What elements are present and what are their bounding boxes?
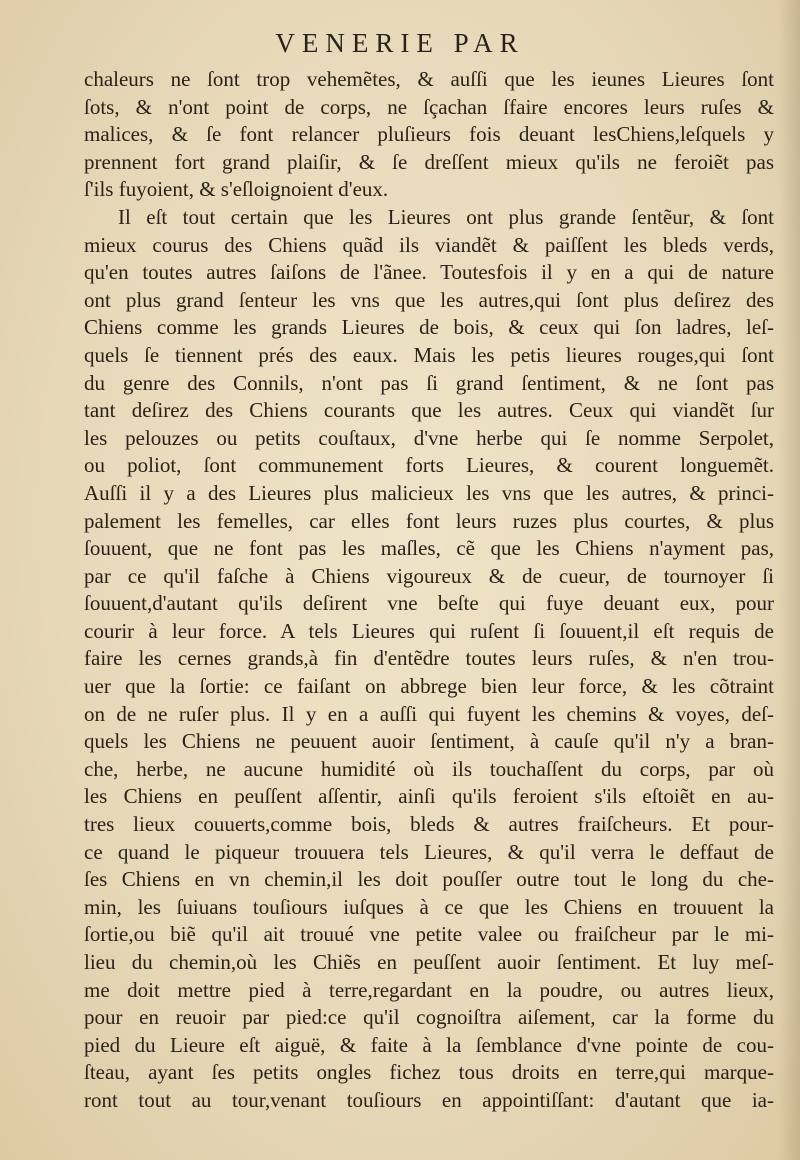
text-line: Chiens comme les grands Lieures de bois, & ceux qui ſon ladres, leſ- (84, 315, 774, 340)
text-line: prennent fort grand plaiſir, & ſe dreſſent mieux qu'ils ne feroiẽt pas (84, 149, 774, 174)
text-line: ſots, & n'ont point de corps, ne ſçachan ſfaire encores leurs ruſes & (84, 94, 774, 119)
text-line: uer que la ſortie: ce faiſant on abbrege bien leur force, & les cõtraint (84, 674, 774, 699)
text-line: ſes Chiens en vn chemin,il les doit pouſſer outre tout le long du che- (84, 867, 774, 892)
text-line: quels les Chiens ne peuuent auoir ſentiment, à cauſe qu'il n'y a bran- (84, 729, 774, 754)
text-line: ſouuent, que ne font pas les maſles, cẽ que les Chiens n'ayment pas, (84, 536, 774, 561)
text-line: tres lieux couuerts,comme bois, bleds & autres fraiſcheurs. Et pour- (84, 812, 774, 837)
text-line: me doit mettre pied à terre,regardant en la poudre, ou autres lieux, (84, 977, 774, 1002)
text-line: ſortie,ou biẽ qu'il ait trouué vne petite valee ou fraiſcheur par le mi- (84, 922, 774, 947)
text-line: quels ſe tiennent prés des eaux. Mais les petis lieures rouges,qui ſont (84, 342, 774, 367)
text-line: pour en reuoir par pied:ce qu'il cognoiſtra aiſement, car la forme du (84, 1005, 774, 1030)
text-line: malices, & ſe font relancer pluſieurs fois deuant lesChiens,leſquels y (84, 122, 774, 147)
text-line: chaleurs ne ſont trop vehemẽtes, & auſſi que les ieunes Lieures ſont (84, 67, 774, 91)
text-line: faire les cernes grands,à fin d'entẽdre toutes leurs ruſes, & n'en trou- (84, 646, 774, 671)
text-line: ſ'ils fuyoient, & s'eſloignoient d'eux. (84, 177, 389, 202)
text-line: ſouuent,d'autant qu'ils deſirent vne beſte qui fuye deuant eux, pour (84, 591, 774, 616)
text-line: tant deſirez des Chiens courants que les autres. Ceux qui viandẽt ſur (84, 398, 774, 423)
text-line: ce quand le piqueur trouuera tels Lieures, & qu'il verra le deffaut de (84, 839, 774, 864)
text-line: ront tout au tour,venant touſiours en appointiſſant: d'autant que ia- (84, 1087, 774, 1112)
text-line: che, herbe, ne aucune humidité où ils touchaſſent du corps, par où (84, 756, 774, 781)
text-line: pied du Lieure eſt aiguë, & faite à la ſemblance d'vne pointe de cou- (84, 1032, 774, 1057)
text-line: mieux courus des Chiens quãd ils viandẽt & paiſſent les bleds verds, (84, 232, 774, 257)
text-line: Auſſi il y a des Lieures plus malicieux les vns que les autres, & princi- (84, 480, 774, 505)
text-line: ont plus grand ſenteur les vns que les autres,qui ſont plus deſirez des (84, 287, 774, 312)
text-line: min, les ſuiuans touſiours iuſques à ce que les Chiens en trouuent la (84, 894, 774, 919)
text-line: Il eſt tout certain que les Lieures ont plus grande ſentẽur, & ſont (118, 204, 774, 229)
text-line: on de ne ruſer plus. Il y en a auſſi qui fuyent les chemins & voyes, deſ- (84, 701, 774, 726)
running-head: VENERIE PAR (275, 28, 525, 58)
text-line: lieu du chemin,où les Chiẽs en peuſſent auoir ſentiment. Et luy meſ- (84, 950, 774, 974)
text-line: palement les femelles, car elles font leurs ruzes plus courtes, & plus (84, 508, 774, 533)
body-text (84, 66, 774, 1115)
text-line: par ce qu'il faſche à Chiens vigoureux & de cueur, de tournoyer ſi (84, 563, 774, 588)
text-line: qu'en toutes autres ſaiſons de l'ãnee. Toutesfois il y en a qui de nature (84, 260, 774, 285)
text-line: les Chiens en peuſſent aſſentir, ainſi qu'ils feroient s'ils eſtoiẽt en au- (84, 784, 774, 809)
text-line: ſteau, ayant ſes petits ongles fichez tous droits en terre,qui marque- (84, 1060, 774, 1085)
text-line: courir à leur force. A tels Lieures qui ruſent ſi ſouuent,il eſt requis de (84, 618, 774, 643)
page-edge-shadow (778, 0, 800, 1160)
text-line: du genre des Connils, n'ont pas ſi grand ſentiment, & ne ſont pas (84, 370, 774, 395)
text-line: les pelouzes ou petits couſtaux, d'vne herbe qui ſe nomme Serpolet, (84, 425, 774, 450)
text-line: ou poliot, ſont communement forts Lieures, & courent longuemẽt. (84, 453, 774, 478)
